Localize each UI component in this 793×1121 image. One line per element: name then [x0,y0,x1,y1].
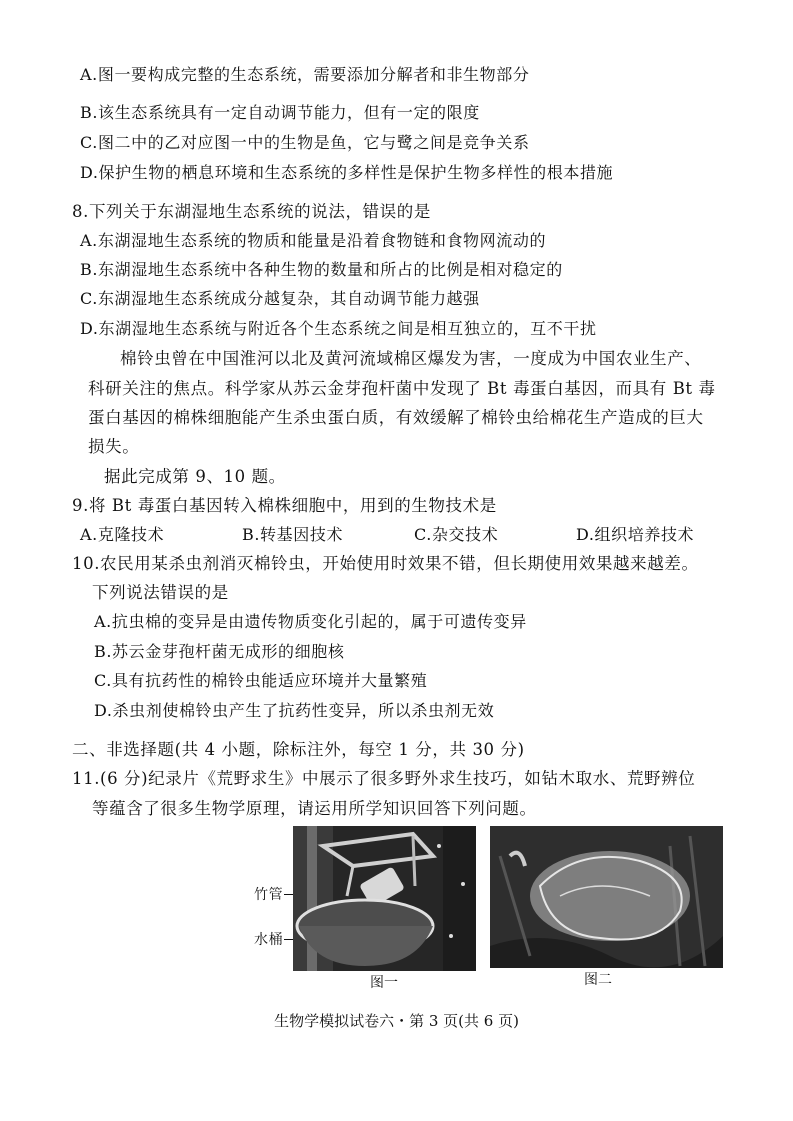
passage-instruction: 据此完成第 9、10 题。 [104,467,286,486]
q10-option-d: D.杀虫剂使棉铃虫产生了抗药性变异，所以杀虫剂无效 [94,701,495,720]
q10-option-b: B.苏云金芽孢杆菌无成形的细胞核 [94,642,345,661]
q10-option-c: C.具有抗药性的棉铃虫能适应环境并大量繁殖 [94,671,428,690]
q11-stem-line-1: 11.(6 分)纪录片《荒野求生》中展示了很多野外求生技巧，如钻木取水、荒野辨位 [72,769,696,788]
q7-option-a: A.图一要构成完整的生态系统，需要添加分解者和非生物部分 [80,65,530,84]
section-2-heading: 二、非选择题(共 4 小题，除标注外，每空 1 分，共 30 分) [72,740,525,759]
q7-option-c: C.图二中的乙对应图一中的生物是鱼，它与鹭之间是竞争关系 [80,133,530,152]
q9-option-c: C.杂交技术 [414,525,499,544]
passage-line-3: 蛋白基因的棉株细胞能产生杀虫蛋白质，有效缓解了棉铃虫给棉花生产造成的巨大 [88,408,704,427]
q8-option-a: A.东湖湿地生态系统的物质和能量是沿着食物链和食物网流动的 [80,231,547,250]
q10-option-a: A.抗虫棉的变异是由遗传物质变化引起的，属于可遗传变异 [94,612,527,631]
q9-option-b: B.转基因技术 [242,525,344,544]
q8-stem: 8.下列关于东湖湿地生态系统的说法，错误的是 [72,202,431,221]
q9-option-d: D.组织培养技术 [576,525,695,544]
passage-line-1: 棉铃虫曾在中国淮河以北及黄河流域棉区爆发为害，一度成为中国农业生产、 [120,349,702,368]
passage-line-4: 损失。 [88,437,140,456]
figure-1-image [293,826,476,971]
q9-option-a: A.克隆技术 [80,525,165,544]
fig1-label-bamboo: 竹管 [254,887,284,903]
figure-2-image [490,826,723,968]
figure-1-drawing [293,826,476,971]
q8-option-b: B.东湖湿地生态系统中各种生物的数量和所占的比例是相对稳定的 [80,260,563,279]
q8-option-d: D.东湖湿地生态系统与附近各个生态系统之间是相互独立的，互不干扰 [80,319,597,338]
q10-stem-line-2: 下列说法错误的是 [92,583,229,602]
q9-stem: 9.将 Bt 毒蛋白基因转入棉株细胞中，用到的生物技术是 [72,496,497,515]
q7-option-b: B.该生态系统具有一定自动调节能力，但有一定的限度 [80,103,480,122]
page-footer: 生物学模拟试卷六・第 3 页(共 6 页) [274,1012,519,1030]
figure-1-caption: 图一 [370,975,398,991]
passage-line-2: 科研关注的焦点。科学家从苏云金芽孢杆菌中发现了 Bt 毒蛋白基因，而具有 Bt 毒 [88,379,716,398]
q7-option-d: D.保护生物的栖息环境和生态系统的多样性是保护生物多样性的根本措施 [80,163,614,182]
figure-2-caption: 图二 [584,972,612,988]
q10-stem-line-1: 10.农民用某杀虫剂消灭棉铃虫，开始使用时效果不错，但长期使用效果越来越差。 [72,554,699,573]
q8-option-c: C.东湖湿地生态系统成分越复杂，其自动调节能力越强 [80,289,480,308]
fig1-label-bucket: 水桶 [254,932,284,948]
q11-stem-line-2: 等蕴含了很多生物学原理，请运用所学知识回答下列问题。 [92,799,537,818]
figure-2-drawing [490,826,723,968]
